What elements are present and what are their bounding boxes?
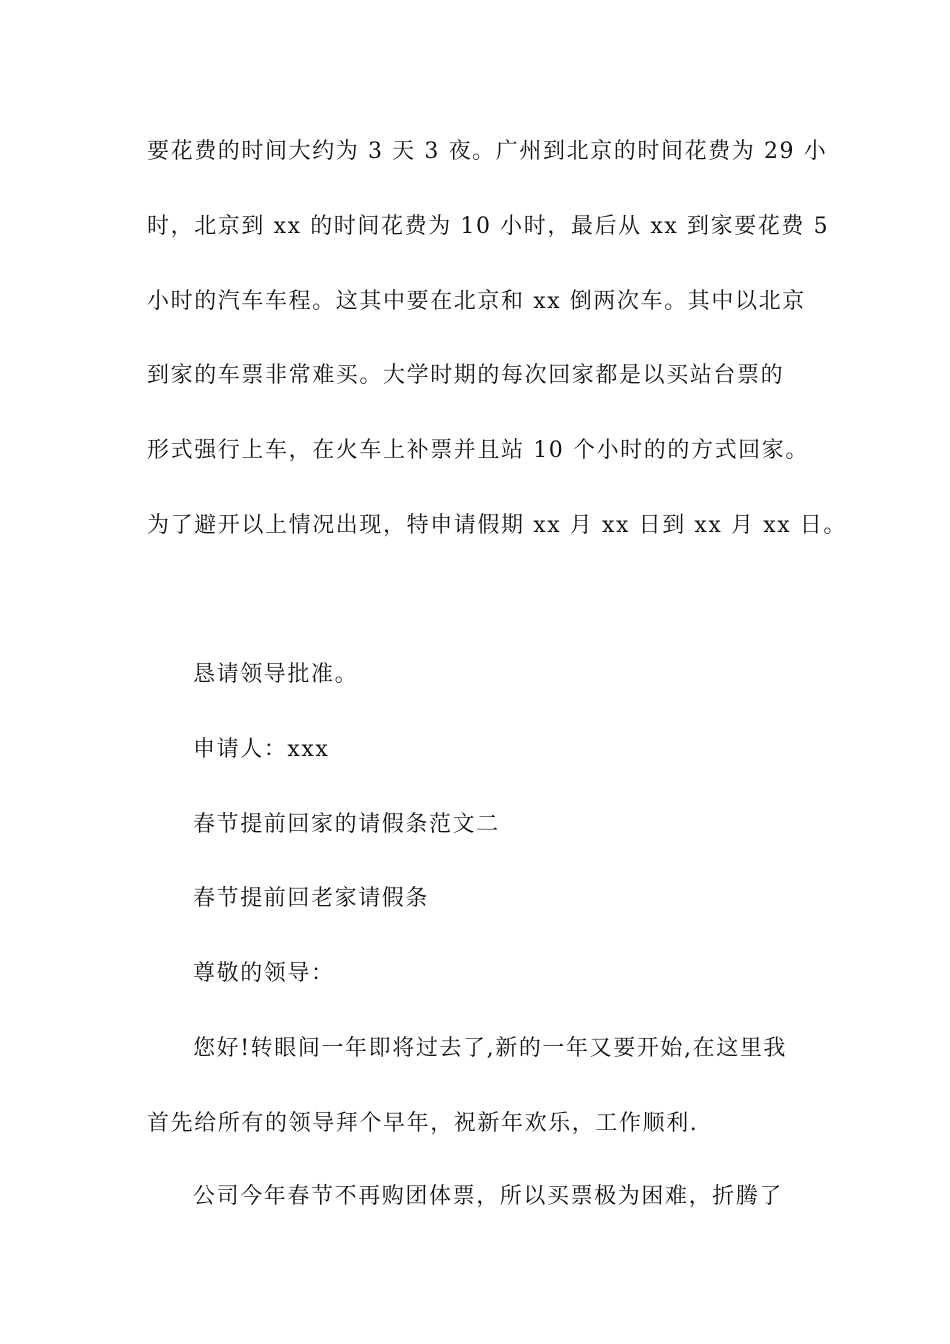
- greeting-line-2: 首先给所有的领导拜个早年，祝新年欢乐，工作顺利.: [147, 1111, 699, 1136]
- section-title: 春节提前回家的请假条范文二: [193, 812, 500, 837]
- paragraph-line-5: 形式强行上车，在火车上补票并且站 10 个小时的的方式回家。: [147, 438, 809, 463]
- body-line: 公司今年春节不再购团体票，所以买票极为困难，折腾了: [193, 1184, 784, 1209]
- paragraph-line-6: 为了避开以上情况出现，特申请假期 xx 月 xx 日到 xx 月 xx 日。: [147, 513, 848, 538]
- note-title: 春节提前回老家请假条: [193, 886, 430, 911]
- paragraph-line-4: 到家的车票非常难买。大学时期的每次回家都是以买站台票的: [147, 363, 785, 388]
- greeting-line-1: 您好!转眼间一年即将过去了,新的一年又要开始,在这里我: [193, 1036, 788, 1061]
- paragraph-line-1: 要花费的时间大约为 3 天 3 夜。广州到北京的时间花费为 29 小: [147, 139, 828, 164]
- request-approval: 恳请领导批准。: [193, 662, 359, 687]
- paragraph-line-2: 时，北京到 xx 的时间花费为 10 小时，最后从 xx 到家要花费 5: [147, 214, 830, 239]
- paragraph-line-3: 小时的汽车车程。这其中要在北京和 xx 倒两次车。其中以北京: [147, 289, 806, 314]
- salutation: 尊敬的领导：: [193, 961, 335, 986]
- applicant: 申请人：xxx: [193, 737, 330, 762]
